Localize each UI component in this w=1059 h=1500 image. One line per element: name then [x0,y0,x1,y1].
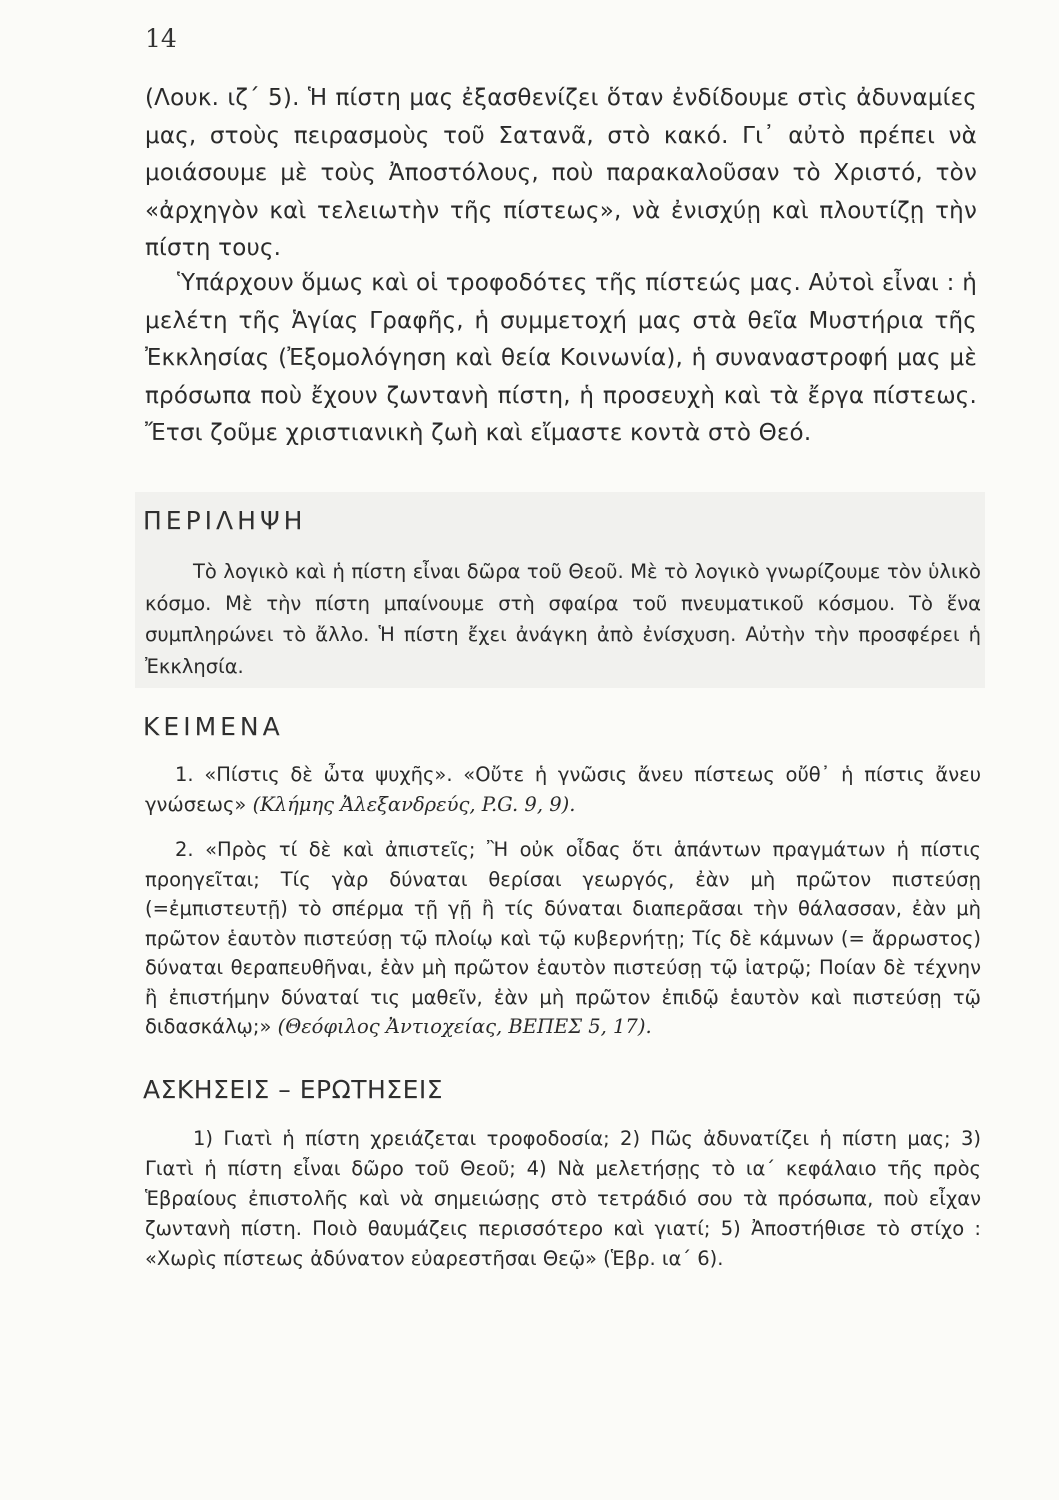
text-item-1-source: (Κλήμης Ἀλεξανδρεύς, P.G. 9, 9). [252,792,576,816]
summary-text: Τὸ λογικὸ καὶ ἡ πίστη εἶναι δῶρα τοῦ Θεοῦ. Μὲ τὸ λογικὸ γνωρίζουμε τὸν ὑλικὸ κόσμο. Μὲ τὴν πίστη μπαίνουμε στὴ σφαίρα τοῦ πνευματικοῦ κόσμου. Τὸ ἕνα συμπληρώνει τὸ ἄλλο. Ἡ πίστη ἔχει ἀνάγκη ἀπὸ ἐνίσχυση. Αὐτὴν τὴν προσφέρει ἡ Ἐκκλησία. [145,560,981,678]
text-item-1-body [145,760,981,819]
summary-heading: ΠΕΡΙΛΗΨΗ [143,506,307,535]
exercises-text: 1) Γιατὶ ἡ πίστη χρειάζεται τροφοδοσία; 2) Πῶς ἀδυνατίζει ἡ πίστη μας; 3) Γιατὶ ἡ πίστη εἶναι δῶρο τοῦ Θεοῦ; 4) Νὰ μελετήσῃς τὸ ια΄ κεφάλαιο τῆς πρὸς Ἑβραίους ἐπιστολῆς καὶ νὰ σημειώσῃς στὸ τετράδιό σου τὰ πρόσωπα, ποὺ εἶχαν ζωντανὴ πίστη. Ποιὸ θαυμάζεις περισσότερο καὶ γιατί; 5) Ἀποστήθισε τὸ στίχο : «Χωρὶς πίστεως ἀδύνατον εὐαρεστῆσαι Θεῷ» (Ἑβρ. ια΄ 6). [145,1127,981,1270]
exercises-heading: ΑΣΚΗΣΕΙΣ – ΕΡΩΤΗΣΕΙΣ [143,1075,444,1104]
texts-list [145,760,981,1058]
text-item-1 [145,760,981,819]
text-item-1-number: 1. [175,763,194,786]
text-item-2-source: (Θεόφιλος Ἀντιοχείας, ΒΕΠΕΣ 5, 17). [277,1015,652,1038]
body-paragraph-1: (Λουκ. ιζ΄ 5). Ἡ πίστη μας ἐξασθενίζει ὅταν ἐνδίδουμε στὶς ἀδυναμίες μας, στοὺς πειρασμοὺς τοῦ Σατανᾶ, στὸ κακό. Γι᾽ αὐτὸ πρέπει νὰ μοιάσουμε μὲ τοὺς Ἀποστόλους, ποὺ παρακαλοῦσαν τὸ Χριστό, τὸν «ἀρχηγὸν καὶ τελειωτὴν τῆς πίστεως», νὰ ἐνισχύῃ καὶ πλουτίζῃ τὴν πίστη τους. [145,85,977,261]
text-item-2-body [145,835,981,1042]
text-item-2-number: 2. [175,838,194,861]
text-item-2 [145,835,981,1042]
text-item-2-quote: «Πρὸς τί δὲ καὶ ἀπιστεῖς; Ἢ οὐκ οἶδας ὅτι ἁπάντων πραγμάτων ἡ πίστις προηγεῖται; Τίς γὰρ δύναται θερίσαι γεωργός, ἐὰν μὴ πρῶτον πιστεύσῃ (=ἐμπιστευτῇ) τὸ σπέρμα τῇ γῇ ἢ τίς δύναται διαπερᾶσαι τὴν θάλασσαν, ἐὰν μὴ πρῶτον ἑαυτὸν πιστεύσῃ τῷ πλοίῳ καὶ τῷ κυβερνήτῃ; Τίς δὲ κάμνων (= ἄρρωστος) δύναται θεραπευθῆναι, ἐὰν μὴ πρῶτον ἑαυτὸν πιστεύσῃ τῷ ἰατρῷ; Ποίαν δὲ τέχνην ἢ ἐπιστήμην δύναταί τις μαθεῖν, ἐὰν μὴ πρῶτον ἐπιδῷ ἑαυτὸν καὶ πιστεύσῃ τῷ διδασκάλῳ;» [145,838,981,1038]
body-paragraph-2: Ὑπάρχουν ὅμως καὶ οἱ τροφοδότες τῆς πίστεώς μας. Αὐτοὶ εἶναι : ἡ μελέτη τῆς Ἁγίας Γραφῆς, ἡ συμμετοχή μας στὰ θεῖα Μυστήρια τῆς Ἐκκλησίας (Ἐξομολόγηση καὶ θεία Κοινωνία), ἡ συναναστροφή μας μὲ πρόσωπα ποὺ ἔχουν ζωντανὴ πίστη, ἡ προσευχὴ καὶ τὰ ἔργα πίστεως. Ἔτσι ζοῦμε χριστιανικὴ ζωὴ καὶ εἴμαστε κοντὰ στὸ Θεό. [145,270,977,446]
texts-heading: ΚΕΙΜΕΝΑ [143,712,284,741]
page-number: 14 [145,24,177,53]
text-item-1-quote: «Πίστις δὲ ὦτα ψυχῆς». «Οὔτε ἡ γνῶσις ἄνευ πίστεως οὔθ᾽ ἡ πίστις ἄνευ γνώσεως» [145,763,981,816]
